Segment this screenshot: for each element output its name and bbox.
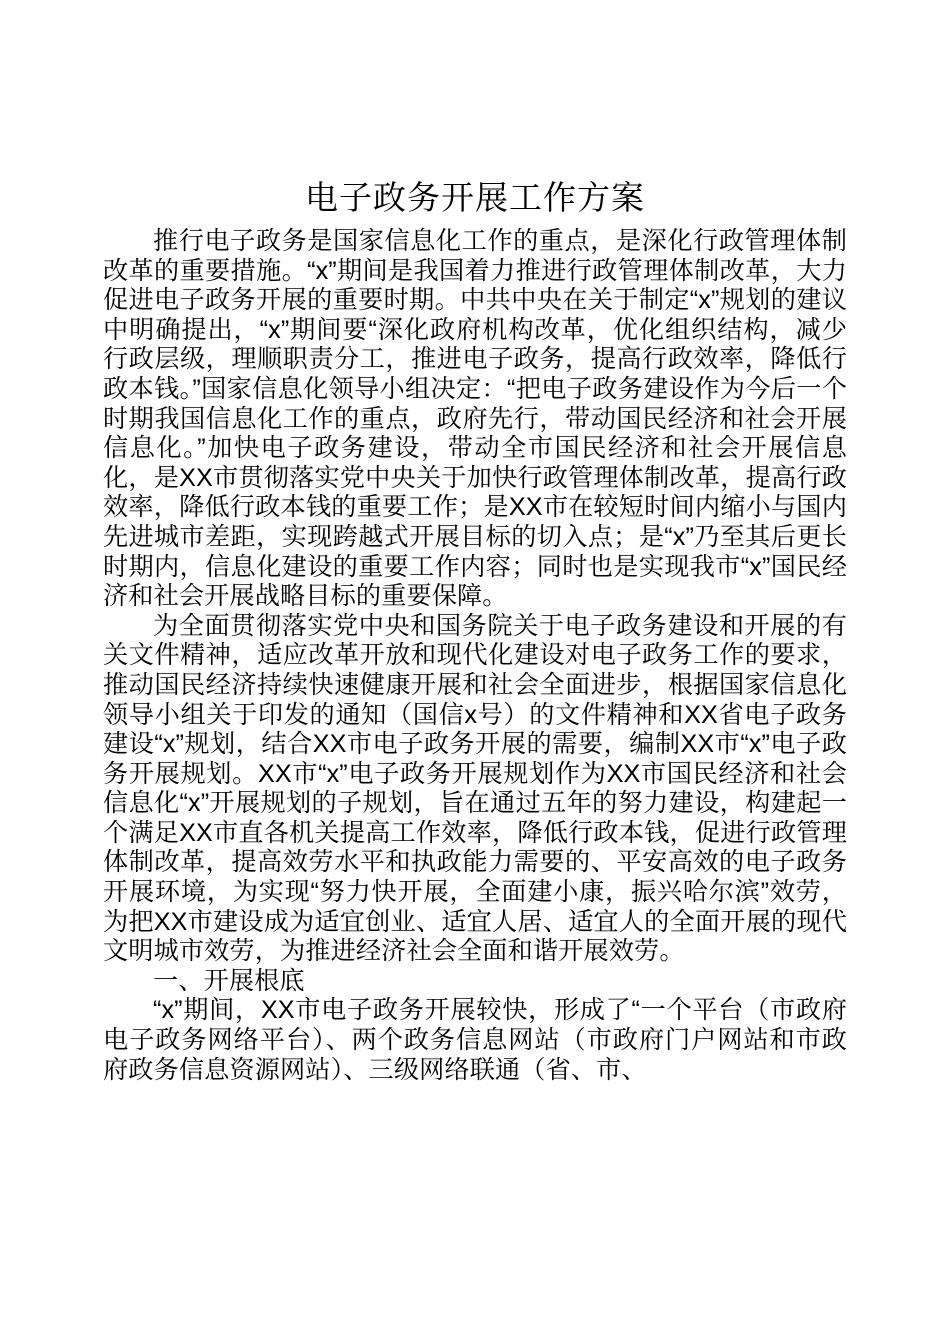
paragraph-3: “x”期间，XX市电子政务开展较快，形成了“一个平台（市政府电子政务网络平台）、两个政务信息网站（市政府门户网站和市政府政务信息资源网站）、三级网络联通（省、市、 xyxy=(103,996,847,1084)
document-body xyxy=(103,176,847,1085)
page-title: 电子政务开展工作方案 xyxy=(305,178,645,217)
paragraph-2: 为全面贯彻落实党中央和国务院关于电子政务建设和开展的有关文件精神，适应改革开放和现代化建设对电子政务工作的要求，推动国民经济持续快速健康开展和社会全面进步，根据国家信息化领导小组关于印发的通知（国信x号）的文件精神和XX省电子政务建设“x”规划，结合XX市电子政务开展的需要，编制XX市“x”电子政务开展规划。XX市“x”电子政务开展规划作为XX市国民经济和社会信息化“x”开展规划的子规划，旨在通过五年的努力建设，构建起一个满足XX市直各机关提高工作效率，降低行政本钱，促进行政管理体制改革，提高效劳水平和执政能力需要的、平安高效的电子政务开展环境，为实现“努力快开展，全面建小康，振兴哈尔滨”效劳，为把XX市建设成为适宜创业、适宜人居、适宜人的全面开展的现代文明城市效劳，为推进经济社会全面和谐开展效劳。 xyxy=(103,611,847,966)
paragraph-1: 推行电子政务是国家信息化工作的重点，是深化行政管理体制改革的重要措施。“x”期间是我国着力推进行政管理体制改革，大力促进电子政务开展的重要时期。中共中央在关于制定“x”规划的建议中明确提出，“x”期间要“深化政府机构改革，优化组织结构，减少行政层级，理顺职责分工，推进电子政务，提高行政效率，降低行政本钱。”国家信息化领导小组决定：“把电子政务建设作为今后一个时期我国信息化工作的重点，政府先行，带动国民经济和社会开展信息化。”加快电子政务建设，带动全市国民经济和社会开展信息化，是XX市贯彻落实党中央关于加快行政管理体制改革，提高行政效率，降低行政本钱的重要工作；是XX市在较短时间内缩小与国内先进城市差距，实现跨越式开展目标的切入点；是“x”乃至其后更长时期内，信息化建设的重要工作内容；同时也是实现我市“x”国民经济和社会开展战略目标的重要保障。 xyxy=(103,227,847,611)
section-heading-1: 一、开展根底 xyxy=(153,966,305,995)
